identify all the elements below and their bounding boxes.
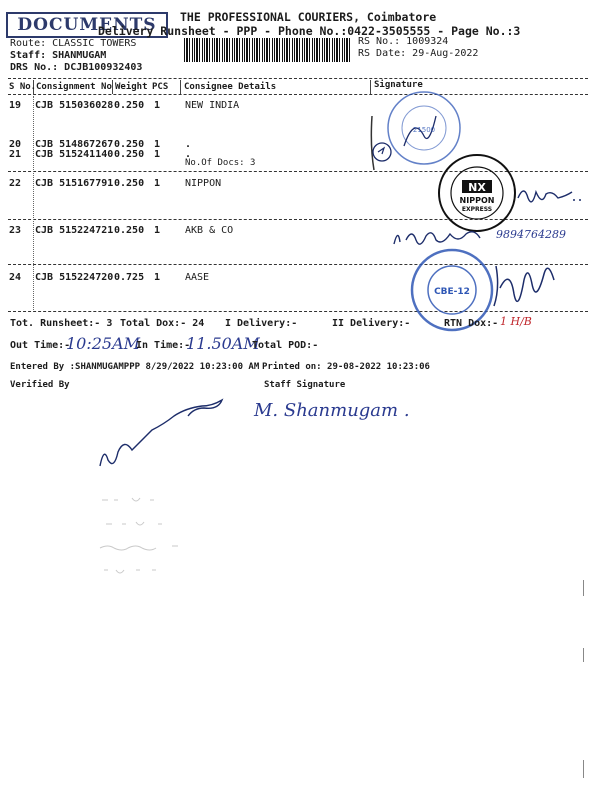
row-consignment: CJB 514867267 [35,139,114,150]
svg-text:NX: NX [468,181,486,194]
row-pcs: 1 [154,225,161,236]
documents-stamp: DOCUMENTS [6,12,168,38]
faded-marks [92,490,202,590]
row-pcs: 1 [154,178,161,189]
rs-date: RS Date: 29-Aug-2022 [358,48,479,59]
staff: Staff: SHANMUGAM [10,50,107,61]
rtn-dox: RTN Dox:- [444,318,499,329]
row23-phone-handwritten: 9894764289 [496,228,566,241]
row-consignee: AASE [185,272,210,283]
ii-delivery: II Delivery:- [332,318,411,329]
col-rule-3 [180,80,181,94]
in-time-label: In Time:- [136,340,191,351]
table-top-rule [8,78,588,79]
col-consignee: Consignee Details [184,82,277,92]
svg-text:EXPRESS: EXPRESS [461,206,493,213]
barcode [184,38,350,62]
row-consignment: CJB 515224720 [35,272,114,283]
entered-by: Entered By :SHANMUGAMPPP 8/29/2022 10:23:00 AM [10,362,260,372]
runsheet-subtitle: Delivery Runsheet - PPP - Phone No.:0422-3505555 - Page No.:3 [98,24,521,38]
row-weight: 0.250 [114,225,145,236]
company-title: THE PROFESSIONAL COURIERS, Coimbatore [180,10,437,24]
route: Route: CLASSIC TOWERS [10,38,137,49]
row-consignment: CJB 515036028 [35,100,114,111]
row-consignee: NIPPON [185,178,222,189]
rtn-dox-handwritten: 1 H/B [500,315,532,328]
col-rule-2 [112,80,113,94]
row-sno: 22 [9,178,22,189]
row-consignee: . [185,149,192,160]
total-dox: Total Dox:- 24 [120,318,205,329]
right-edge-mark [583,760,584,778]
right-edge-mark [583,580,584,596]
row-consignment: CJB 515241140 [35,149,114,160]
row-pcs: 1 [154,272,161,283]
out-time-label: Out Time:- [10,340,71,351]
total-pod: Total POD:- [252,340,319,351]
docs-count: No.Of Docs: 3 [185,158,256,168]
row-sno: 24 [9,272,22,283]
row-weight: 0.250 [114,178,145,189]
col-sno: S No. [9,82,37,92]
left-margin-line [33,96,34,310]
out-time-value: 10:25AM [66,334,141,353]
printed-on: Printed on: 29-08-2022 10:23:06 [262,362,430,372]
row-weight: 0.250 [114,139,145,150]
row-consignee: AKB & CO [185,225,234,236]
right-edge-mark [583,648,584,662]
row22-signature [516,178,586,208]
row-sno: 21 [9,149,22,160]
row-pcs: 1 [154,149,161,160]
row-pcs: 1 [154,100,161,111]
tot-runsheet: Tot. Runsheet:- 3 [10,318,113,329]
in-time-value: 11.50AM [186,334,260,353]
row-consignment: CJB 515167791 [35,178,114,189]
row-sno: 20 [9,139,22,150]
i-delivery: I Delivery:- [225,318,298,329]
rs-number: RS No.: 1009324 [358,36,449,47]
svg-text:21500: 21500 [412,126,436,134]
drs-number: DRS No.: DCJB100932403 [10,62,143,73]
row-consignment: CJB 515224721 [35,225,114,236]
row24-signature [486,258,566,314]
col-signature: Signature [374,80,423,90]
col-pcs: PCS [152,82,169,92]
row-sno: 19 [9,100,22,111]
row-pcs: 1 [154,139,161,150]
header-bottom-rule [8,94,588,95]
row-consignee: . [185,139,192,150]
col-weight: Weight [115,82,148,92]
verified-by: Verified By [10,380,70,390]
row-weight: 0.250 [114,100,145,111]
row-weight: 0.250 [114,149,145,160]
staff-signature-handwritten: M. Shanmugam . [254,400,410,421]
col-consignment: Consignment No [36,82,112,92]
svg-text:NIPPON: NIPPON [459,196,495,205]
verified-by-signature [90,392,250,476]
svg-text:CBE-12: CBE-12 [434,287,470,297]
row-weight: 0.725 [114,272,145,283]
staff-signature-label: Staff Signature [264,380,346,390]
row-consignee: NEW INDIA [185,100,240,111]
row23-signature [388,222,498,252]
row-sno: 23 [9,225,22,236]
